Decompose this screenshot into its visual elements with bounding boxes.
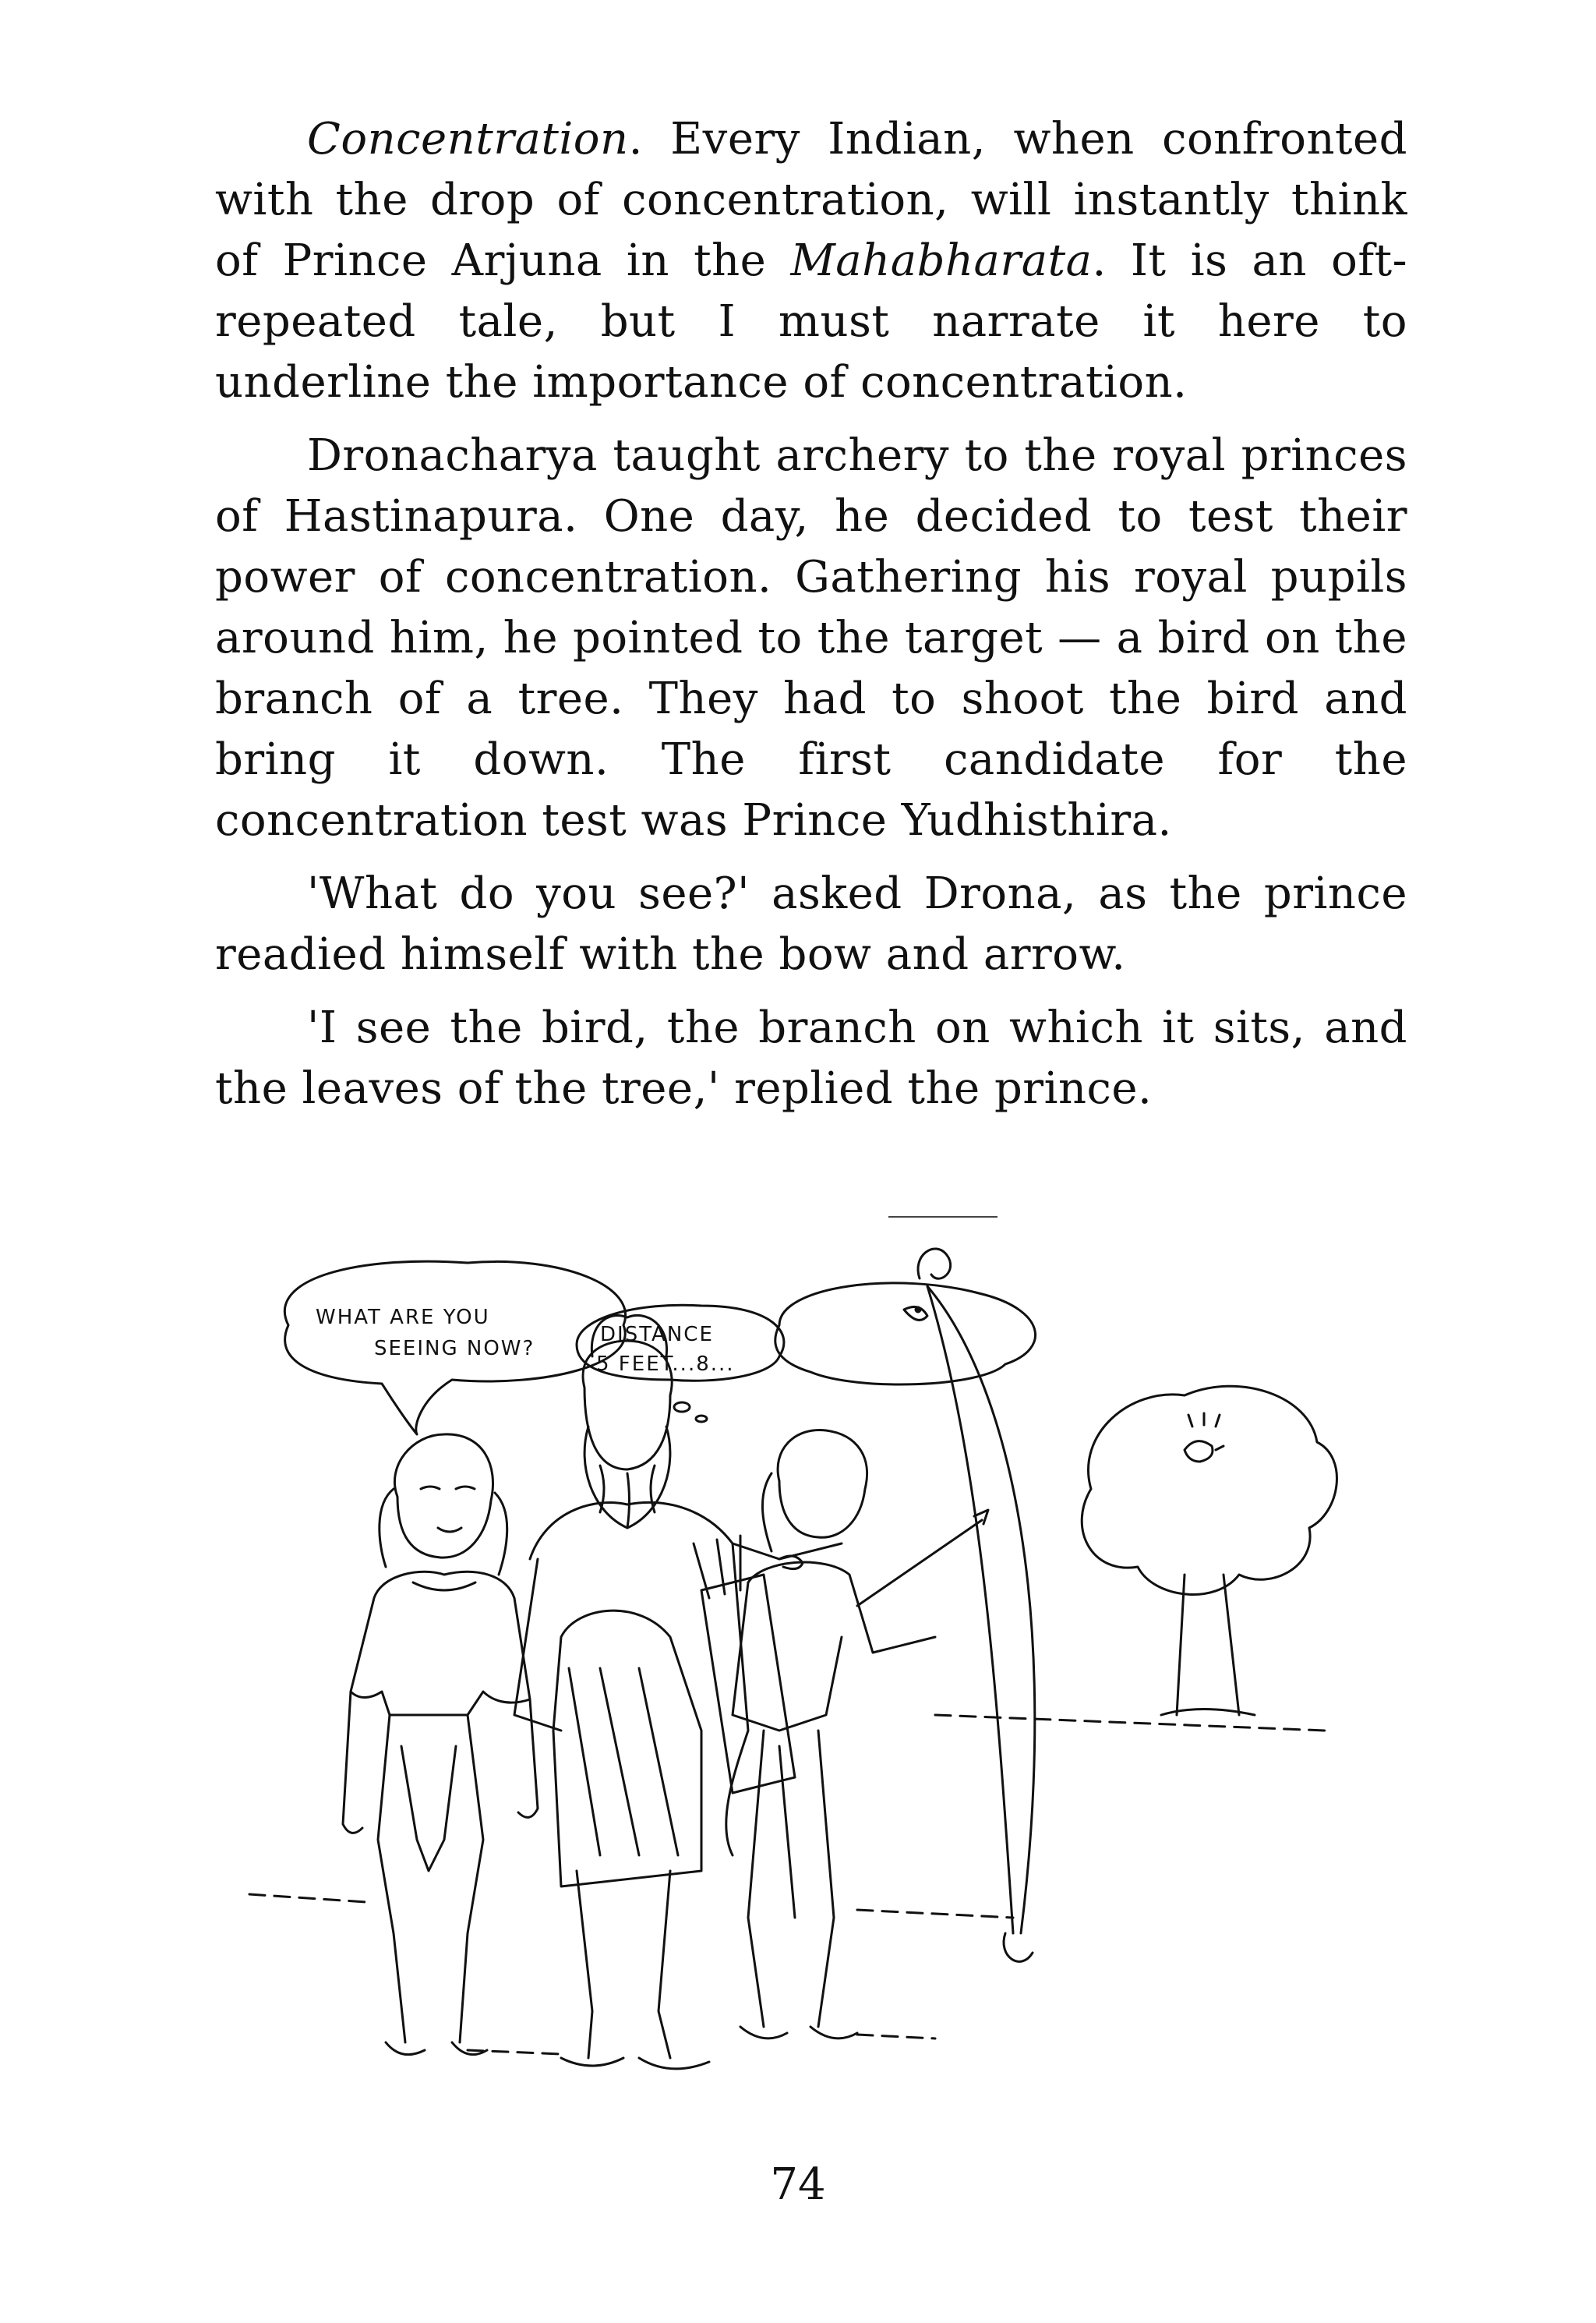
paragraph-3: 'What do you see?' asked Drona, as the prince readied himself with the bow and arrow. bbox=[215, 868, 1407, 980]
drona-arjuna-illustration bbox=[234, 1232, 1403, 2089]
body-text bbox=[215, 109, 1407, 1132]
bubble-right-line1: DISTANCE bbox=[600, 1323, 714, 1346]
separator-rule bbox=[888, 1216, 998, 1218]
bubble-left-line1: WHAT ARE YOU bbox=[316, 1306, 490, 1329]
ground-lines bbox=[249, 1715, 1325, 2054]
term-concentration: Concentration bbox=[307, 114, 629, 164]
prince-figure-left bbox=[343, 1434, 538, 2055]
bow bbox=[918, 1249, 1035, 1961]
paragraph-4: 'I see the bird, the branch on which it sits, and the leaves of the tree,' replied the prince. bbox=[215, 1002, 1407, 1114]
epic-title: Mahabharata bbox=[790, 235, 1093, 286]
bubble-right-line2: 5 FEET...8... bbox=[596, 1352, 735, 1376]
thought-bubble-right bbox=[577, 1283, 1036, 1422]
tree-with-bird bbox=[1082, 1386, 1336, 1715]
paragraph-2: Dronacharya taught archery to the royal princes of Hastinapura. One day, he decided to test their power of concentration. Gathering his royal pupils around him, he pointed to the target — a bird on the branch of a tree. They had to shoot the bird and bring it down. The first candidate for the concentration test was Prince Yudhisthira. bbox=[215, 430, 1407, 846]
page-number: 74 bbox=[770, 2159, 826, 2210]
bubble-left-line2: SEEING NOW? bbox=[374, 1337, 535, 1360]
speech-bubble-left bbox=[284, 1261, 625, 1434]
drona-figure bbox=[514, 1315, 842, 2068]
paragraph-1: Concentration. Every Indian, when confronted with the drop of concentration, will instantly think of Prince Arjuna in the Mahabharata. It is an oft-repeated tale, but I must narrate it here to underline the importance of concentration. bbox=[215, 114, 1407, 408]
arjuna-figure bbox=[733, 1430, 988, 2038]
